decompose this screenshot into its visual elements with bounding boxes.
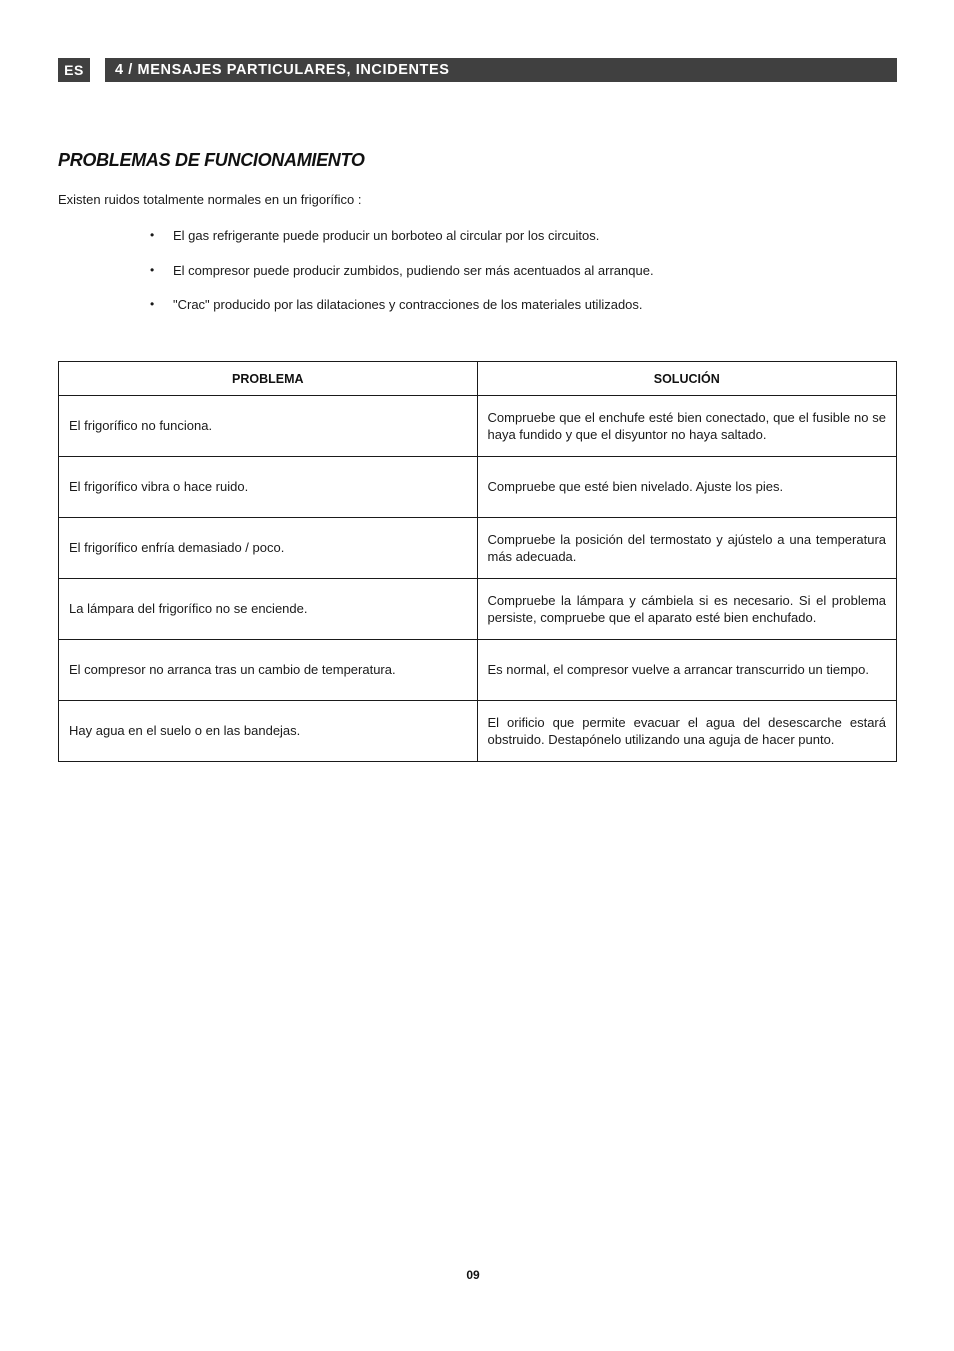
- normal-noises-list: [150, 227, 654, 331]
- table-header-row: [59, 362, 897, 396]
- page-number: 09: [466, 1268, 480, 1282]
- solution-cell: Compruebe la lámpara y cámbiela si es necesario. Si el problema persiste, compruebe que el aparato esté bien enchufado.: [477, 579, 897, 640]
- solution-cell: Compruebe la posición del termostato y ajústelo a una temperatura más adecuada.: [477, 518, 897, 579]
- bullet-icon: •: [150, 228, 155, 242]
- bullet-icon: •: [150, 297, 155, 311]
- intro-paragraph: Existen ruidos totalmente normales en un frigorífico :: [58, 192, 362, 207]
- troubleshooting-table: [58, 361, 897, 762]
- list-item-text: El gas refrigerante puede producir un borboteo al circular por los circuitos.: [173, 228, 600, 243]
- language-badge: ES: [58, 58, 90, 82]
- table-row: [59, 518, 897, 579]
- problem-cell: El frigorífico no funciona.: [59, 396, 478, 457]
- problem-cell: El frigorífico enfría demasiado / poco.: [59, 518, 478, 579]
- problem-cell: La lámpara del frigorífico no se enciende.: [59, 579, 478, 640]
- problem-cell: El compresor no arranca tras un cambio de temperatura.: [59, 640, 478, 701]
- table-row: [59, 640, 897, 701]
- table-row: [59, 457, 897, 518]
- bullet-icon: •: [150, 262, 155, 277]
- list-item: [150, 227, 654, 244]
- column-header-solution: SOLUCIÓN: [477, 362, 897, 396]
- problem-cell: Hay agua en el suelo o en las bandejas.: [59, 701, 478, 762]
- solution-cell: Compruebe que el enchufe esté bien conectado, que el fusible no se haya fundido y que el disyuntor no haya saltado.: [477, 396, 897, 457]
- page-title: PROBLEMAS DE FUNCIONAMIENTO: [58, 150, 365, 170]
- section-header-bar: 4 / MENSAJES PARTICULARES, INCIDENTES: [105, 58, 897, 82]
- list-item: [150, 296, 654, 313]
- list-item-text: El compresor puede producir zumbidos, pudiendo ser más acentuados al arranque.: [173, 262, 654, 278]
- table-row: [59, 579, 897, 640]
- solution-cell: Compruebe que esté bien nivelado. Ajuste los pies.: [477, 457, 897, 518]
- solution-cell: El orificio que permite evacuar el agua del desescarche estará obstruido. Destapónelo utilizando una aguja de hacer punto.: [477, 701, 897, 762]
- table-row: [59, 701, 897, 762]
- column-header-problem: PROBLEMA: [59, 362, 478, 396]
- table-row: [59, 396, 897, 457]
- list-item: [150, 262, 654, 279]
- problem-cell: El frigorífico vibra o hace ruido.: [59, 457, 478, 518]
- solution-cell: Es normal, el compresor vuelve a arrancar transcurrido un tiempo.: [477, 640, 897, 701]
- list-item-text: "Crac" producido por las dilataciones y contracciones de los materiales utilizados.: [173, 297, 643, 312]
